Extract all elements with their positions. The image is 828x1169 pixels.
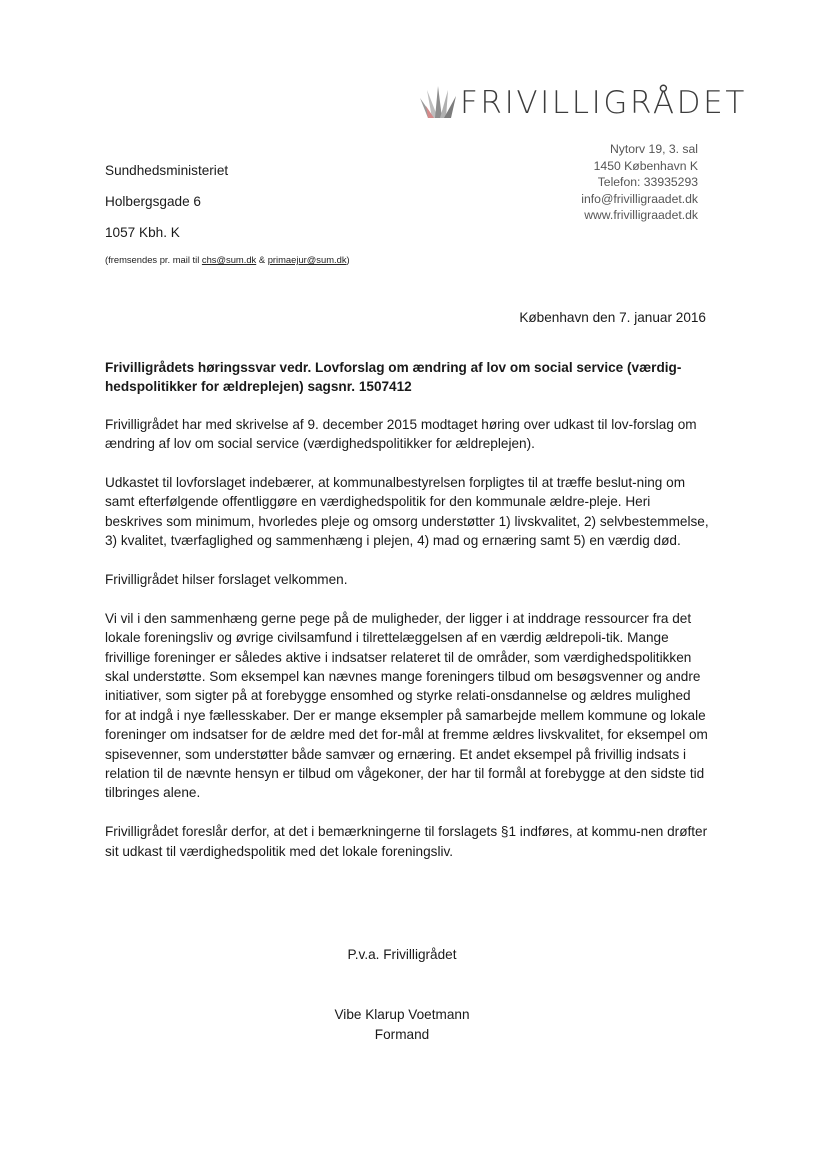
letter-date: København den 7. januar 2016 (519, 310, 706, 325)
sender-email: info@frivilligraadet.dk (581, 191, 698, 206)
sender-phone: Telefon: 33935293 (597, 175, 698, 189)
email-link-chs[interactable]: chs@sum.dk (201, 254, 257, 265)
delivery-note (105, 254, 350, 265)
letter-body (105, 358, 710, 880)
logo-wordmark: FRIVILLIGRÅDET (460, 84, 747, 121)
sender-address (581, 141, 698, 224)
recipient-address (105, 161, 228, 254)
body-paragraph-5: Frivilligrådet foreslår derfor, at det i bemærkningerne til forslagets §1 indføres, at kommu-nen drøfter sit udkast til værdighedspolitik med det lokale foreningsliv. (105, 824, 708, 859)
recipient-city: 1057 Kbh. K (105, 225, 180, 240)
delivery-note-suffix: ) (346, 254, 350, 265)
recipient-street: Holbergsgade 6 (105, 194, 201, 209)
delivery-note-separator: & (256, 254, 268, 265)
sender-address-line2: 1450 København K (593, 158, 698, 173)
signatory-title: Formand (374, 1027, 430, 1042)
letter-subject: Frivilligrådets høringssvar vedr. Lovforslag om ændring af lov om social service (værdig-hedspolitikker for ældreplejen) sagsnr. 1507412 (105, 360, 682, 395)
letterhead-logo (418, 84, 747, 122)
sender-website: www.frivilligraadet.dk (584, 208, 698, 222)
delivery-note-prefix: (fremsendes pr. mail til (105, 254, 202, 265)
body-paragraph-3: Frivilligrådet hilser forslaget velkommen. (105, 572, 348, 588)
email-link-primaejur[interactable]: primaejur@sum.dk (267, 254, 347, 265)
signatory-name: Vibe Klarup Voetmann (334, 1007, 470, 1022)
body-paragraph-4: Vi vil i den sammenhæng gerne pege på de muligheder, der ligger i at inddrage ressourcer fra det lokale foreningsliv og øvrige civilsamfund i tilrettelæggelsen af en værdig ældrepoli-tik. Mange frivillige foreninger er således aktive i indsatser relateret til de områder, som værdighedspolitikken skal understøtte. Som eksempel kan nævnes mange foreningers tilbud om besøgsvenner og andre initiativer, som sigter på at forebygge ensomhed og styrke relati-onsdannelse og ældres mulighed for at indgå i nye fællesskaber. Der er mange eksempler på samarbejde mellem kommune og lokale foreninger om indsatser for de ældre med det for-mål at fremme ældres livskvalitet, for eksempel om spisevenner, som understøtter både samvær og ernæring. Et andet eksempel på frivillig indsats i relation til de nævnte hensyn er tilbud om vågekoner, der har til formål at forebygge at den sidste tid tilbringes alene. (105, 610, 708, 801)
signature-on-behalf: P.v.a. Frivilligrådet (347, 947, 457, 962)
body-paragraph-1: Frivilligrådet har med skrivelse af 9. december 2015 modtaget høring over udkast til lov-forslag om ændring af lov om social service (værdighedspolitikker for ældreplejen). (105, 416, 697, 452)
recipient-name: Sundhedsministeriet (105, 163, 229, 178)
sender-address-line1: Nytorv 19, 3. sal (609, 142, 698, 156)
body-paragraph-2: Udkastet til lovforslaget indebærer, at kommunalbestyrelsen forpligtes til at træffe beslut-ning om samt efterfølgende offentliggøre en værdighedspolitik for den kommunale ældre-pleje. Heri beskrives som minimum, hvorledes pleje og omsorg understøtter 1) livskvalitet, 2) selvbestemmelse, 3) kvalitet, tværfaglighed og sammenhæng i plejen, 4) mad og ernæring samt 5) en værdig død. (105, 475, 709, 549)
signature-block (105, 1005, 699, 1045)
crown-leaf-icon (418, 84, 458, 122)
